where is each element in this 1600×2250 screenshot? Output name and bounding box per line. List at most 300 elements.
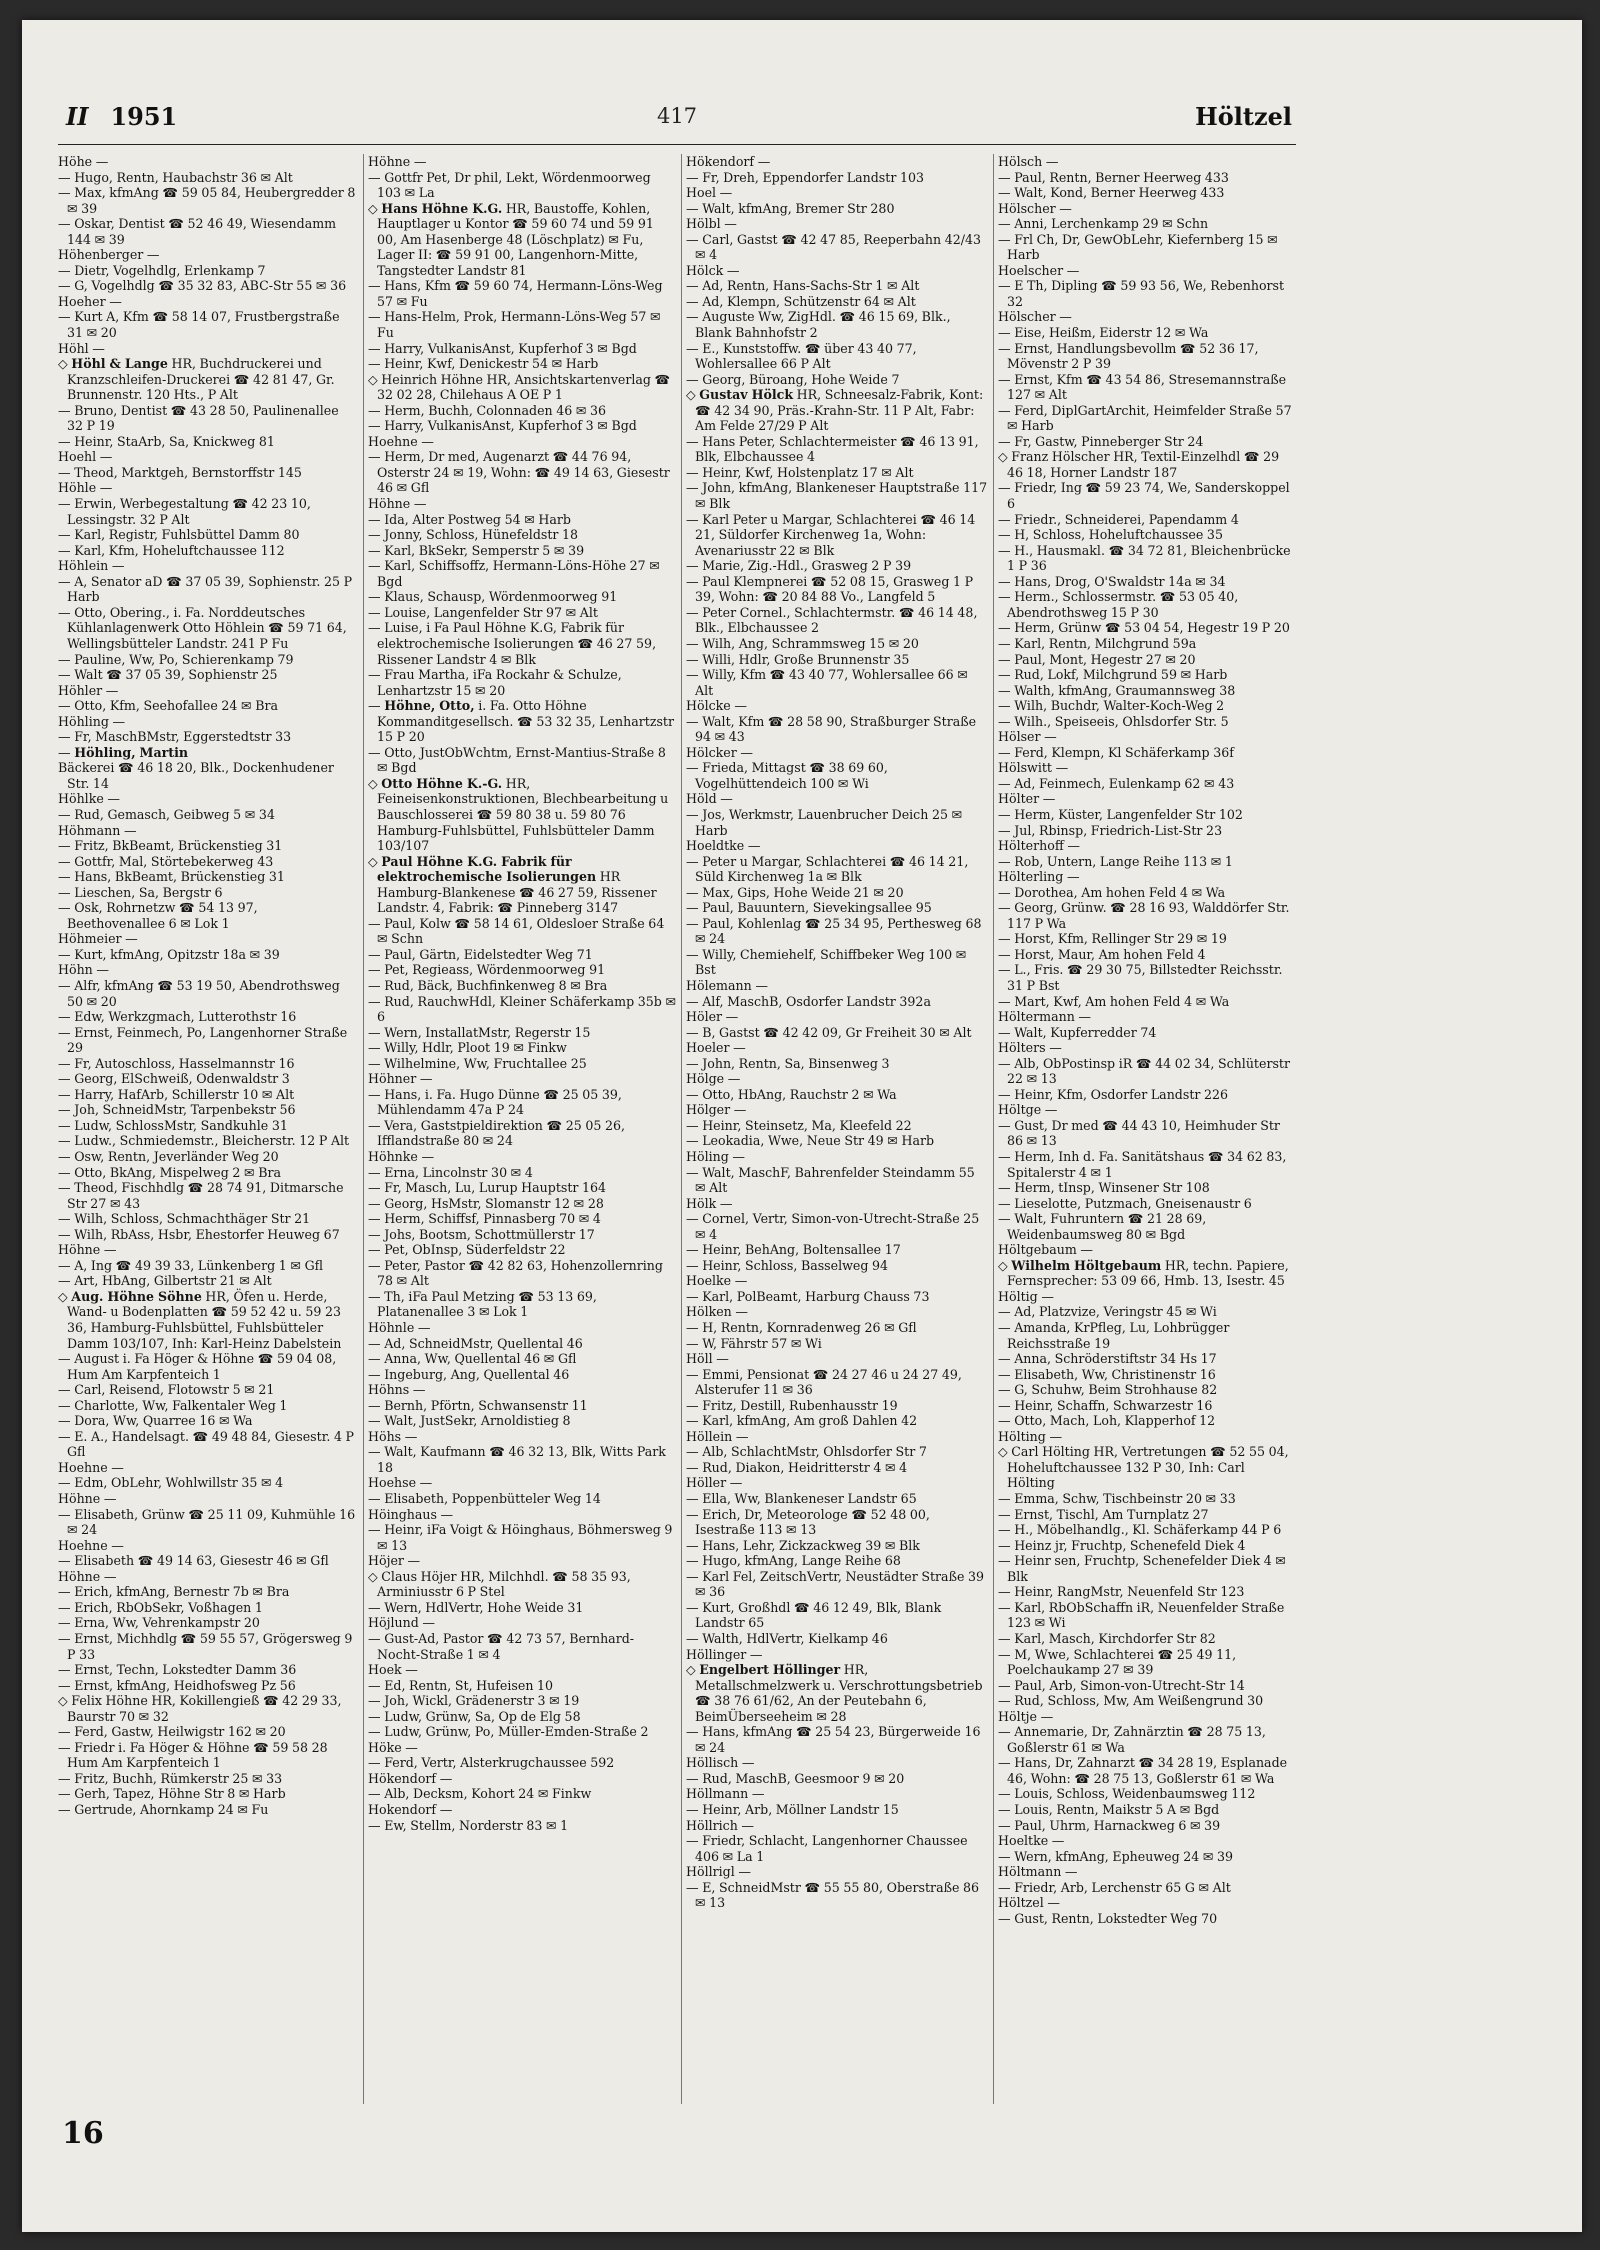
directory-entry: — Rud, RauchwHdl, Kleiner Schäferkamp 35b ✉ 6 <box>368 993 676 1025</box>
directory-entry: — Willy, Hdlr, Ploot 19 ✉ Finkw <box>368 1040 567 1056</box>
directory-entry: — Rud, Schloss, Mw, Am Weißengrund 30 <box>998 1693 1264 1709</box>
directory-entry: — Fr, MaschBMstr, Eggerstedtstr 33 <box>58 729 292 745</box>
directory-entry: — John, Rentn, Sa, Binsenweg 3 <box>686 1055 890 1071</box>
directory-entry: — John, kfmAng, Blankeneser Hauptstraße 117 ✉ Blk <box>686 480 988 512</box>
directory-entry: — Max, Gips, Hohe Weide 21 ✉ 20 <box>686 884 904 900</box>
directory-entry: — Pet, Regieass, Wördenmoorweg 91 <box>368 962 606 978</box>
surname-heading: Höhn — <box>58 962 109 978</box>
directory-column-1 <box>58 154 358 2114</box>
directory-entry: ◇ Otto Höhne K.-G. HR, Feineisenkonstruktionen, Blechbearbeitung u Bauschlosserei ☎ 59 80 38 u. 59 80 76 Hamburg-Fuhlsbüttel, Fuhlsbütteler Damm 103/107 <box>368 775 669 854</box>
directory-entry: Bäckerei ☎ 46 18 20, Blk., Dockenhudener Str. 14 <box>58 760 334 791</box>
column-rule <box>363 154 364 2104</box>
directory-entry: — Elisabeth, Ww, Christinenstr 16 <box>998 1366 1216 1382</box>
directory-entry: — Walt, Kupferredder 74 <box>998 1024 1157 1040</box>
page-keyword: Höltzel <box>1195 102 1292 131</box>
surname-heading: Höhns — <box>368 1382 426 1398</box>
surname-heading: Hölter — <box>998 791 1056 807</box>
surname-heading: Hölsch — <box>998 154 1059 169</box>
directory-entry: — Walt, Fuhruntern ☎ 21 28 69, Weidenbaumsweg 80 ✉ Bgd <box>998 1211 1207 1242</box>
directory-entry: — Friedr., Schneiderei, Papendamm 4 <box>998 511 1239 527</box>
directory-entry: — E Th, Dipling ☎ 59 93 56, We, Rebenhorst 32 <box>998 278 1285 309</box>
directory-entry: — Paul, Kolw ☎ 58 14 61, Oldesloer Straße 64 ✉ Schn <box>368 915 665 947</box>
directory-entry: — H, Schloss, Hoheluftchaussee 35 <box>998 527 1223 543</box>
directory-column-2 <box>368 154 676 2114</box>
surname-heading: Hökendorf — <box>368 1770 453 1786</box>
directory-entry: — Karl, BkSekr, Semperstr 5 ✉ 39 <box>368 542 585 558</box>
surname-heading: Höhne — <box>368 154 427 169</box>
surname-heading: Hoeltke — <box>998 1833 1065 1849</box>
directory-entry: — Lieschen, Sa, Bergstr 6 <box>58 884 223 900</box>
directory-entry: — Klaus, Schausp, Wördenmoorweg 91 <box>368 589 618 605</box>
directory-column-3 <box>686 154 988 2114</box>
directory-entry: — Paul, Arb, Simon-von-Utrecht-Str 14 <box>998 1677 1245 1693</box>
directory-entry: — Wilh, Ang, Schrammsweg 15 ✉ 20 <box>686 635 919 651</box>
directory-entry: — Heinr, StaArb, Sa, Knickweg 81 <box>58 433 275 449</box>
directory-entry: — Louise, Langenfelder Str 97 ✉ Alt <box>368 604 598 620</box>
directory-entry: — Pauline, Ww, Po, Schierenkamp 79 <box>58 651 294 667</box>
directory-entry: — Carl, Gastst ☎ 42 47 85, Reeperbahn 42/43 ✉ 4 <box>686 231 982 263</box>
directory-entry: — Ernst, Handlungsbevollm ☎ 52 36 17, Mövenstr 2 P 39 <box>998 340 1259 372</box>
directory-entry: — Alfr, kfmAng ☎ 53 19 50, Abendrothsweg 50 ✉ 20 <box>58 977 340 1009</box>
surname-heading: Hoeher — <box>58 293 122 309</box>
directory-entry: — Edm, ObLehr, Wohlwillstr 35 ✉ 4 <box>58 1475 284 1491</box>
directory-entry: — Ad, Klempn, Schützenstr 64 ✉ Alt <box>686 293 916 309</box>
directory-entry: — Walt, JustSekr, Arnoldistieg 8 <box>368 1413 571 1429</box>
directory-entry: — Joh, Wickl, Grädenerstr 3 ✉ 19 <box>368 1693 580 1709</box>
directory-entry: — Leokadia, Wwe, Neue Str 49 ✉ Harb <box>686 1133 935 1149</box>
directory-entry: — August i. Fa Höger & Höhne ☎ 59 04 08, Hum Am Karpfenteich 1 <box>58 1351 337 1382</box>
directory-entry: — Paul, Rentn, Berner Heerweg 433 <box>998 169 1229 185</box>
directory-entry: ◇ Heinrich Höhne HR, Ansichtskartenverlag ☎ 32 02 28, Chilehaus A OE P 1 <box>368 371 671 403</box>
directory-entry: — Otto, BkAng, Mispelweg 2 ✉ Bra <box>58 1164 281 1180</box>
directory-entry: — Fr, Dreh, Eppendorfer Landstr 103 <box>686 169 924 185</box>
surname-heading: Höltig — <box>998 1288 1054 1304</box>
directory-entry: — Alf, MaschB, Osdorfer Landstr 392a <box>686 993 931 1009</box>
surname-heading: Höhe — <box>58 154 109 169</box>
directory-entry: — Erna, Ww, Vehrenkampstr 20 <box>58 1615 260 1631</box>
directory-entry: — Hans, kfmAng ☎ 25 54 23, Bürgerweide 16 ✉ 24 <box>686 1724 981 1755</box>
directory-entry: — Ad, SchneidMstr, Quellental 46 <box>368 1335 583 1351</box>
directory-entry: — Charlotte, Ww, Falkentaler Weg 1 <box>58 1397 288 1413</box>
directory-entry: — Vera, Gaststpieldirektion ☎ 25 05 26, Ifflandstraße 80 ✉ 24 <box>368 1117 626 1149</box>
directory-entry: — Heinr, Kwf, Holstenplatz 17 ✉ Alt <box>686 464 914 480</box>
directory-entry: — Karl, Schiffsoffz, Hermann-Löns-Höhe 27 ✉ Bgd <box>368 558 660 589</box>
surname-heading: Höllrich — <box>686 1817 755 1833</box>
directory-entry: — Willi, Hdlr, Große Brunnenstr 35 <box>686 651 910 667</box>
directory-entry: — Carl, Reisend, Flotowstr 5 ✉ 21 <box>58 1382 275 1398</box>
surname-heading: Hökendorf — <box>686 154 771 169</box>
directory-entry: — Herm, Küster, Langenfelder Str 102 <box>998 806 1243 822</box>
surname-heading: Höhle — <box>58 480 113 496</box>
directory-entry: — Gertrude, Ahornkamp 24 ✉ Fu <box>58 1801 269 1817</box>
directory-entry: — Höhne, Otto, i. Fa. Otto Höhne Kommanditgesellsch. ☎ 53 32 35, Lenhartzstr 15 P 20 <box>368 698 675 745</box>
directory-entry: — Karl, RbObSchaffn iR, Neuenfelder Straße 123 ✉ Wi <box>998 1599 1285 1631</box>
directory-entry: — Theod, Fischhdlg ☎ 28 74 91, Ditmarsche Str 27 ✉ 43 <box>58 1180 344 1211</box>
page-header <box>58 82 1296 145</box>
directory-entry: — Kurt A, Kfm ☎ 58 14 07, Frustbergstraße 31 ✉ 20 <box>58 309 340 341</box>
surname-heading: Hölcker — <box>686 744 753 760</box>
surname-heading: Hoeler — <box>686 1040 746 1056</box>
surname-heading: Hölger — <box>686 1102 747 1118</box>
surname-heading: Hölemann — <box>686 977 768 993</box>
directory-entry: — M, Wwe, Schlachterei ☎ 25 49 11, Poelchaukamp 27 ✉ 39 <box>998 1646 1237 1678</box>
surname-heading: Hoelscher — <box>998 262 1080 278</box>
directory-entry: — Ludw, SchlossMstr, Sandkuhle 31 <box>58 1117 288 1133</box>
directory-entry: — Gust-Ad, Pastor ☎ 42 73 57, Bernhard-Nocht-Straße 1 ✉ 4 <box>368 1630 635 1662</box>
directory-entry: — Karl Fel, ZeitschVertr, Neustädter Straße 39 ✉ 36 <box>686 1568 985 1600</box>
directory-entry: ◇ Franz Hölscher HR, Textil-Einzelhdl ☎ 29 46 18, Horner Landstr 187 <box>998 449 1280 480</box>
surname-heading: Höhne — <box>58 1568 117 1584</box>
directory-entry: — Hans-Helm, Prok, Hermann-Löns-Weg 57 ✉ Fu <box>368 309 661 341</box>
surname-heading: Höhnle — <box>368 1320 431 1336</box>
directory-entry: — Ernst, Feinmech, Po, Langenhorner Straße 29 <box>58 1024 348 1056</box>
directory-entry: — Osk, Rohrnetzw ☎ 54 13 97, Beethovenallee 6 ✉ Lok 1 <box>58 900 258 931</box>
directory-entry: — Art, HbAng, Gilbertstr 21 ✉ Alt <box>58 1273 272 1289</box>
directory-entry: — Fritz, Buchh, Rümkerstr 25 ✉ 33 <box>58 1770 283 1786</box>
directory-entry: — Emmi, Pensionat ☎ 24 27 46 u 24 27 49, Alsterufer 11 ✉ 36 <box>686 1366 962 1398</box>
directory-entry: — Heinr, Arb, Möllner Landstr 15 <box>686 1801 899 1817</box>
surname-heading: Höltge — <box>998 1102 1058 1118</box>
surname-heading: Höhner — <box>368 1071 433 1087</box>
surname-heading: Hölk — <box>686 1195 733 1211</box>
surname-heading: Hoek — <box>368 1662 418 1678</box>
directory-entry: — Friedr, Arb, Lerchenstr 65 G ✉ Alt <box>998 1879 1231 1895</box>
directory-entry: — Rob, Untern, Lange Reihe 113 ✉ 1 <box>998 853 1233 869</box>
surname-heading: Höhling — <box>58 713 126 729</box>
directory-entry: — Ludw., Schmiedemstr., Bleicherstr. 12 P Alt <box>58 1133 350 1149</box>
directory-entry: — H., Möbelhandlg., Kl. Schäferkamp 44 P 6 <box>998 1522 1282 1538</box>
surname-heading: Höling — <box>686 1149 745 1164</box>
directory-entry: — Herm., Schlossermstr. ☎ 53 05 40, Abendrothsweg 15 P 30 <box>998 589 1239 620</box>
directory-entry: — Heinr, Schloss, Basselweg 94 <box>686 1257 889 1273</box>
directory-entry: — Walt, MaschF, Bahrenfelder Steindamm 55 ✉ Alt <box>686 1164 975 1196</box>
directory-entry: — Anni, Lerchenkamp 29 ✉ Schn <box>998 216 1209 232</box>
surname-heading: Hölbl — <box>686 216 737 232</box>
directory-entry: — Ad, Feinmech, Eulenkamp 62 ✉ 43 <box>998 775 1235 791</box>
directory-entry: — Ella, Ww, Blankeneser Landstr 65 <box>686 1491 917 1507</box>
surname-heading: Hoehl — <box>58 449 113 465</box>
directory-entry: ◇ Engelbert Höllinger HR, Metallschmelzwerk u. Verschrottungsbetrieb ☎ 38 76 61/62, An der Peutebahn 6, BeimÜberseeheim ✉ 28 <box>686 1662 983 1724</box>
directory-entry: — Gottfr Pet, Dr phil, Lekt, Wördenmoorweg 103 ✉ La <box>368 169 651 201</box>
surname-heading: Höhmann — <box>58 822 137 838</box>
directory-entry: — Herm, Buchh, Colonnaden 46 ✉ 36 <box>368 402 607 418</box>
directory-entry: — Gust, Rentn, Lokstedter Weg 70 <box>998 1910 1218 1926</box>
directory-entry: — Karl, PolBeamt, Harburg Chauss 73 <box>686 1288 930 1304</box>
directory-entry: — Friedr, Schlacht, Langenhorner Chaussee 406 ✉ La 1 <box>686 1833 968 1864</box>
surname-heading: Höhlein — <box>58 558 125 574</box>
surname-heading: Höllein — <box>686 1428 749 1444</box>
directory-entry: — Horst, Kfm, Rellinger Str 29 ✉ 19 <box>998 931 1227 947</box>
directory-entry: — Alb, SchlachtMstr, Ohlsdorfer Str 7 <box>686 1444 927 1460</box>
directory-entry: — Ad, Platzvize, Veringstr 45 ✉ Wi <box>998 1304 1217 1320</box>
directory-entry: — Wilh., Speiseeis, Ohlsdorfer Str. 5 <box>998 713 1229 729</box>
directory-entry: — Höhling, Martin <box>58 744 189 760</box>
directory-entry: — Bruno, Dentist ☎ 43 28 50, Paulinenallee 32 P 19 <box>58 402 339 434</box>
surname-heading: Hoeldtke — <box>686 838 761 854</box>
directory-entry: — Georg, Büroang, Hohe Weide 7 <box>686 371 900 387</box>
directory-entry: — Peter Cornel., Schlachtermstr. ☎ 46 14 48, Blk., Elbchaussee 2 <box>686 604 978 636</box>
directory-entry: — Walth, HdlVertr, Kielkamp 46 <box>686 1630 888 1646</box>
column-rule <box>993 154 994 2104</box>
directory-entry: — Hans, Lehr, Zickzackweg 39 ✉ Blk <box>686 1537 920 1553</box>
directory-entry: — Dorothea, Am hohen Feld 4 ✉ Wa <box>998 884 1226 900</box>
directory-page <box>22 20 1582 2232</box>
surname-heading: Hoehne — <box>58 1537 124 1553</box>
surname-heading: Höler — <box>686 1009 739 1025</box>
directory-entry: — Paul, Kohlenlag ☎ 25 34 95, Perthesweg 68 ✉ 24 <box>686 915 982 947</box>
directory-entry: — Joh, SchneidMstr, Tarpenbekstr 56 <box>58 1102 296 1118</box>
directory-entry: — Heinr, BehAng, Boltensallee 17 <box>686 1242 901 1258</box>
directory-entry: — Otto, Mach, Loh, Klapperhof 12 <box>998 1413 1216 1429</box>
directory-entry: — Horst, Maur, Am hohen Feld 4 <box>998 946 1206 962</box>
surname-heading: Höjlund — <box>368 1615 435 1631</box>
directory-entry: — Jul, Rbinsp, Friedrich-List-Str 23 <box>998 822 1223 838</box>
directory-entry: — Herm, tInsp, Winsener Str 108 <box>998 1180 1210 1196</box>
directory-entry: — Fritz, Destill, Rubenhausstr 19 <box>686 1397 898 1413</box>
surname-heading: Hölser — <box>998 729 1057 745</box>
directory-entry: — Dora, Ww, Quarree 16 ✉ Wa <box>58 1413 253 1429</box>
directory-entry: — Dietr, Vogelhdlg, Erlenkamp 7 <box>58 262 266 278</box>
directory-entry: — Marie, Zig.-Hdl., Grasweg 2 P 39 <box>686 558 912 574</box>
surname-heading: Hölting — <box>998 1428 1063 1444</box>
directory-entry: — Erich, Dr, Meteorologe ☎ 52 48 00, Isestraße 113 ✉ 13 <box>686 1506 930 1538</box>
directory-entry: — Hans Peter, Schlachtermeister ☎ 46 13 91, Blk, Elbchaussee 4 <box>686 433 979 465</box>
surname-heading: Hokendorf — <box>368 1801 453 1817</box>
directory-entry: — Gerh, Tapez, Höhne Str 8 ✉ Harb <box>58 1786 286 1802</box>
directory-entry: — Karl Peter u Margar, Schlachterei ☎ 46 14 21, Süldorfer Kirchenweg 1a, Wohn: Avenariusstr 22 ✉ Blk <box>686 511 976 558</box>
directory-entry: — Gottfr, Mal, Störtebekerweg 43 <box>58 853 274 869</box>
surname-heading: Höhne — <box>368 496 427 512</box>
page-number: 417 <box>656 104 698 128</box>
directory-entry: — Ferd, Gastw, Heilwigstr 162 ✉ 20 <box>58 1724 286 1740</box>
directory-entry: — A, Senator aD ☎ 37 05 39, Sophienstr. 25 P Harb <box>58 573 353 605</box>
directory-entry: — Ludw, Grünw, Sa, Op de Elg 58 <box>368 1708 581 1724</box>
directory-entry: — Ernst, Tischl, Am Turnplatz 27 <box>998 1506 1209 1522</box>
directory-entry: — Herm, Inh d. Fa. Sanitätshaus ☎ 34 62 83, Spitalerstr 4 ✉ 1 <box>998 1149 1287 1180</box>
directory-entry: — Ad, Rentn, Hans-Sachs-Str 1 ✉ Alt <box>686 278 920 294</box>
directory-entry: ◇ Aug. Höhne Söhne HR, Öfen u. Herde, Wand- u Bodenplatten ☎ 59 52 42 u. 59 23 36, Hamburg-Fuhlsbüttel, Fuhlsbütteler Damm 103/107, Inh: Karl-Heinz Dabelstein <box>58 1288 342 1351</box>
directory-entry: — G, Schuhw, Beim Strohhause 82 <box>998 1382 1218 1398</box>
directory-entry: — Georg, Grünw. ☎ 28 16 93, Walddörfer Str. 117 P Wa <box>998 900 1290 931</box>
directory-entry: — Hugo, Rentn, Haubachstr 36 ✉ Alt <box>58 169 293 185</box>
surname-heading: Hölters — <box>998 1040 1062 1056</box>
surname-heading: Höhs — <box>368 1428 418 1444</box>
surname-heading: Hölken — <box>686 1304 748 1320</box>
directory-entry: — Heinr, iFa Voigt & Höinghaus, Böhmersweg 9 ✉ 13 <box>368 1522 673 1553</box>
directory-entry: — Elisabeth, Poppenbütteler Weg 14 <box>368 1491 601 1507</box>
directory-entry: — H., Hausmakl. ☎ 34 72 81, Bleichenbrücke 1 P 36 <box>998 542 1291 574</box>
surname-heading: Hölswitt — <box>998 760 1069 776</box>
directory-entry: — Ew, Stellm, Norderstr 83 ✉ 1 <box>368 1817 569 1833</box>
directory-entry: — Hans, Dr, Zahnarzt ☎ 34 28 19, Esplanade 46, Wohn: ☎ 28 75 13, Goßlerstr 61 ✉ Wa <box>998 1755 1288 1786</box>
year: 1951 <box>110 102 178 131</box>
directory-entry: ◇ Felix Höhne HR, Kokillengieß ☎ 42 29 33, Baurstr 70 ✉ 32 <box>58 1693 342 1724</box>
directory-entry: — W, Fährstr 57 ✉ Wi <box>686 1335 822 1351</box>
directory-entry: — Harry, VulkanisAnst, Kupferhof 3 ✉ Bgd <box>368 340 637 356</box>
directory-entry: — Alb, Decksm, Kohort 24 ✉ Finkw <box>368 1786 592 1802</box>
directory-entry: — Hugo, kfmAng, Lange Reihe 68 <box>686 1553 901 1569</box>
directory-entry: — Wilh, RbAss, Hsbr, Ehestorfer Heuweg 67 <box>58 1226 340 1242</box>
directory-entry: — Paul Klempnerei ☎ 52 08 15, Grasweg 1 P 39, Wohn: ☎ 20 84 88 Vo., Langfeld 5 <box>686 573 974 605</box>
directory-entry: — Wilh, Buchdr, Walter-Koch-Weg 2 <box>998 698 1225 714</box>
surname-heading: Höhlke — <box>58 791 120 807</box>
directory-entry: — Rud, Bäck, Buchfinkenweg 8 ✉ Bra <box>368 977 608 993</box>
directory-entry: — Frau Martha, iFa Rockahr & Schulze, Lenhartzstr 15 ✉ 20 <box>368 667 622 698</box>
directory-entry: — Cornel, Vertr, Simon-von-Utrecht-Straße 25 ✉ 4 <box>686 1211 980 1242</box>
directory-entry: — Georg, ElSchweiß, Odenwaldstr 3 <box>58 1071 290 1087</box>
directory-entry: ◇ Gustav Hölck HR, Schneesalz-Fabrik, Kont: ☎ 42 34 90, Präs.-Krahn-Str. 11 P Alt, Fabr: Am Felde 27/29 P Alt <box>686 387 984 434</box>
directory-entry: — Herm, Grünw ☎ 53 04 54, Hegestr 19 P 20 <box>998 620 1290 636</box>
directory-entry: — Walt, Kfm ☎ 28 58 90, Straßburger Straße 94 ✉ 43 <box>686 713 977 745</box>
directory-entry: — Kurt, Großhdl ☎ 46 12 49, Blk, Blank Landstr 65 <box>686 1599 942 1631</box>
directory-entry: — Hans, BkBeamt, Brückenstieg 31 <box>58 869 285 885</box>
directory-entry: — Herm, Dr med, Augenarzt ☎ 44 76 94, Osterstr 24 ✉ 19, Wohn: ☎ 49 14 63, Giesestr 46 ✉ Gfl <box>368 449 670 496</box>
directory-entry: — Elisabeth ☎ 49 14 63, Giesestr 46 ✉ Gfl <box>58 1553 329 1569</box>
directory-entry: — Herm, Schiffsf, Pinnasberg 70 ✉ 4 <box>368 1211 601 1227</box>
directory-entry: — Otto, Obering., i. Fa. Norddeutsches Kühlanlagenwerk Otto Höhlein ☎ 59 71 64, Wellingsbütteler Landstr. 241 P Fu <box>58 604 347 651</box>
surname-heading: Höllinger — <box>686 1646 763 1662</box>
surname-heading: Höhnke — <box>368 1149 435 1164</box>
surname-heading: Höjer — <box>368 1553 421 1569</box>
directory-entry: — Walt, Kond, Berner Heerweg 433 <box>998 185 1225 201</box>
directory-entry: — Hans, Drog, O'Swaldstr 14a ✉ 34 <box>998 573 1226 589</box>
surname-heading: Hölterling — <box>998 869 1080 885</box>
surname-heading: Höhler — <box>58 682 119 698</box>
directory-entry: — Th, iFa Paul Metzing ☎ 53 13 69, Platanenallee 3 ✉ Lok 1 <box>368 1288 597 1320</box>
surname-heading: Höltmann — <box>998 1864 1078 1880</box>
directory-entry: — Ludw, Grünw, Po, Müller-Emden-Straße 2 <box>368 1724 649 1740</box>
directory-entry: — Pet, ObInsp, Süderfeldstr 22 <box>368 1242 566 1258</box>
directory-entry: — Friedr, Ing ☎ 59 23 74, We, Sanderskoppel 6 <box>998 480 1290 512</box>
directory-entry: — Ingeburg, Ang, Quellental 46 <box>368 1366 570 1382</box>
directory-entry: — E. A., Handelsagt. ☎ 49 48 84, Giesestr. 4 P Gfl <box>58 1428 355 1460</box>
surname-heading: Hoehse — <box>368 1475 433 1491</box>
directory-entry: — Jos, Werkmstr, Lauenbrucher Deich 25 ✉ Harb <box>686 806 963 838</box>
directory-entry: — Gust, Dr med ☎ 44 43 10, Heimhuder Str 86 ✉ 13 <box>998 1117 1280 1149</box>
directory-entry: — Alb, ObPostinsp iR ☎ 44 02 34, Schlüterstr 22 ✉ 13 <box>998 1055 1291 1087</box>
directory-entry: — Hans, Kfm ☎ 59 60 74, Hermann-Löns-Weg 57 ✉ Fu <box>368 278 663 309</box>
directory-entry: — Fr, Autoschloss, Hasselmannstr 16 <box>58 1055 295 1071</box>
directory-entry: — Paul, Gärtn, Eidelstedter Weg 71 <box>368 946 593 962</box>
directory-entry: ◇ Claus Höjer HR, Milchhdl. ☎ 58 35 93, Arminiusstr 6 P Stel <box>368 1568 631 1600</box>
volume-roman: II <box>66 102 89 131</box>
directory-entry: — Fr, Gastw, Pinneberger Str 24 <box>998 433 1204 449</box>
directory-column-4 <box>998 154 1296 2114</box>
directory-entry: — Karl, Masch, Kirchdorfer Str 82 <box>998 1630 1216 1646</box>
surname-heading: Höller — <box>686 1475 743 1491</box>
directory-entry: — Georg, HsMstr, Slomanstr 12 ✉ 28 <box>368 1195 604 1211</box>
surname-heading: Höltgebaum — <box>998 1242 1093 1258</box>
directory-entry: — Louis, Rentn, Maikstr 5 A ✉ Bgd <box>998 1801 1220 1817</box>
surname-heading: Höinghaus — <box>368 1506 454 1522</box>
directory-entry: — Karl, Kfm, Hoheluftchaussee 112 <box>58 542 285 558</box>
directory-entry: — Theod, Marktgeh, Bernstorffstr 145 <box>58 464 302 480</box>
directory-entry: — Karl, Rentn, Milchgrund 59a <box>998 635 1197 651</box>
directory-entry: — Rud, Gemasch, Geibweg 5 ✉ 34 <box>58 806 275 822</box>
directory-entry: — Rud, Diakon, Heidritterstr 4 ✉ 4 <box>686 1459 908 1475</box>
directory-entry: — Otto, JustObWchtm, Ernst-Mantius-Straße 8 ✉ Bgd <box>368 744 666 776</box>
surname-heading: Höltermann — <box>998 1009 1091 1025</box>
directory-entry: — Karl, kfmAng, Am groß Dahlen 42 <box>686 1413 918 1429</box>
directory-entry: — Emma, Schw, Tischbeinstr 20 ✉ 33 <box>998 1491 1236 1507</box>
directory-entry: — L., Fris. ☎ 29 30 75, Billstedter Reichsstr. 31 P Bst <box>998 962 1283 993</box>
directory-entry: — Otto, HbAng, Rauchstr 2 ✉ Wa <box>686 1086 897 1102</box>
directory-entry: — Heinr, Steinsetz, Ma, Kleefeld 22 <box>686 1117 912 1133</box>
surname-heading: Höhmeier — <box>58 931 138 947</box>
surname-heading: Höld — <box>686 791 733 807</box>
surname-heading: Höhl — <box>58 340 105 356</box>
directory-entry: — Peter u Margar, Schlachterei ☎ 46 14 21, Süld Kirchenweg 1a ✉ Blk <box>686 853 969 885</box>
directory-entry: — Ferd, Klempn, Kl Schäferkamp 36f <box>998 744 1234 760</box>
directory-entry: — Heinr, RangMstr, Neuenfeld Str 123 <box>998 1584 1245 1600</box>
directory-entry: — Willy, Kfm ☎ 43 40 77, Wohlersallee 66 ✉ Alt <box>686 667 968 698</box>
directory-entry: — Erwin, Werbegestaltung ☎ 42 23 10, Lessingstr. 32 P Alt <box>58 496 311 527</box>
surname-heading: Höllmann — <box>686 1786 765 1802</box>
column-rule <box>681 154 682 2104</box>
directory-entry: — Ernst, Techn, Lokstedter Damm 36 <box>58 1662 297 1678</box>
directory-entry: — Luise, i Fa Paul Höhne K.G, Fabrik für elektrochemische Isolierungen ☎ 46 27 59, Rissener Landstr 4 ✉ Blk <box>368 620 657 667</box>
surname-heading: Hölge — <box>686 1071 741 1087</box>
directory-entry: — Walt, Kaufmann ☎ 46 32 13, Blk, Witts Park 18 <box>368 1444 666 1475</box>
directory-entry: — Heinr sen, Fruchtp, Schenefelder Diek 4 ✉ Blk <box>998 1553 1286 1584</box>
directory-entry: — Heinz jr, Fruchtp, Schenefeld Diek 4 <box>998 1537 1246 1553</box>
directory-entry: — Louis, Schloss, Weidenbaumsweg 112 <box>998 1786 1256 1802</box>
directory-entry: — Harry, VulkanisAnst, Kupferhof 3 ✉ Bgd <box>368 418 637 434</box>
directory-entry: — Wilhelmine, Ww, Fruchtallee 25 <box>368 1055 587 1071</box>
surname-heading: Hoel — <box>686 185 733 201</box>
directory-entry: — A, Ing ☎ 49 39 33, Lünkenberg 1 ✉ Gfl <box>58 1257 324 1273</box>
surname-heading: Höke — <box>368 1739 418 1755</box>
directory-entry: — Frieda, Mittagst ☎ 38 69 60, Vogelhüttendeich 100 ✉ Wi <box>686 760 888 791</box>
directory-entry: — Paul, Mont, Hegestr 27 ✉ 20 <box>998 651 1196 667</box>
directory-entry: — Karl, Registr, Fuhlsbüttel Damm 80 <box>58 527 300 543</box>
directory-entry: — Bernh, Pförtn, Schwansenstr 11 <box>368 1397 588 1413</box>
directory-entry: — Ed, Rentn, St, Hufeisen 10 <box>368 1677 554 1693</box>
directory-entry: — Paul, Uhrm, Harnackweg 6 ✉ 39 <box>998 1817 1221 1833</box>
directory-entry: — Paul, Bauuntern, Sievekingsallee 95 <box>686 900 932 916</box>
directory-entry: — Max, kfmAng ☎ 59 05 84, Heubergredder 8 ✉ 39 <box>58 185 356 216</box>
directory-entry: — Oskar, Dentist ☎ 52 46 49, Wiesendamm 144 ✉ 39 <box>58 216 337 247</box>
directory-entry: — Annemarie, Dr, Zahnärztin ☎ 28 75 13, Goßlerstr 61 ✉ Wa <box>998 1724 1266 1755</box>
directory-entry: — Otto, Kfm, Seehofallee 24 ✉ Bra <box>58 698 278 714</box>
directory-entry: — Elisabeth, Grünw ☎ 25 11 09, Kuhmühle 16 ✉ 24 <box>58 1506 356 1538</box>
surname-heading: Hölscher — <box>998 309 1072 325</box>
directory-entry: — Harry, HafArb, Schillerstr 10 ✉ Alt <box>58 1086 295 1102</box>
directory-entry: — E, SchneidMstr ☎ 55 55 80, Oberstraße 86 ✉ 13 <box>686 1879 980 1911</box>
surname-heading: Hölscher — <box>998 200 1072 216</box>
directory-entry: — Kurt, kfmAng, Opitzstr 18a ✉ 39 <box>58 946 280 962</box>
directory-entry: — Wern, kfmAng, Epheuweg 24 ✉ 39 <box>998 1848 1234 1864</box>
surname-heading: Höltzel — <box>998 1895 1060 1911</box>
surname-heading: Höhenberger — <box>58 247 160 263</box>
directory-entry: — Amanda, KrPfleg, Lu, Lohbrügger Reichsstraße 19 <box>998 1320 1230 1351</box>
directory-entry: — Ferd, Vertr, Alsterkrugchaussee 592 <box>368 1755 615 1771</box>
directory-entry: ◇ Paul Höhne K.G. Fabrik für elektrochemische Isolierungen HR Hamburg-Blankenese ☎ 46 27 59, Rissener Landstr. 4, Fabrik: ☎ Pinneberg 3147 <box>368 853 657 916</box>
directory-entry: — Walt ☎ 37 05 39, Sophienstr 25 <box>58 667 278 683</box>
directory-entry: — G, Vogelhdlg ☎ 35 32 83, ABC-Str 55 ✉ 36 <box>58 278 347 294</box>
directory-entry: — Eise, Heißm, Eiderstr 12 ✉ Wa <box>998 325 1209 341</box>
directory-entry: — B, Gastst ☎ 42 42 09, Gr Freiheit 30 ✉ Alt <box>686 1024 972 1040</box>
surname-heading: Hölcke — <box>686 698 747 714</box>
directory-entry: — Mart, Kwf, Am hohen Feld 4 ✉ Wa <box>998 993 1230 1009</box>
directory-entry: — Friedr i. Fa Höger & Höhne ☎ 59 58 28 Hum Am Karpfenteich 1 <box>58 1739 328 1771</box>
directory-entry: — Osw, Rentn, Jeverländer Weg 20 <box>58 1149 279 1164</box>
directory-entry: — Rud, Lokf, Milchgrund 59 ✉ Harb <box>998 667 1228 683</box>
directory-entry: — Ida, Alter Postweg 54 ✉ Harb <box>368 511 571 527</box>
directory-entry: — Ernst, kfmAng, Heidhofsweg Pz 56 <box>58 1677 296 1693</box>
directory-entry: — Fritz, BkBeamt, Brückenstieg 31 <box>58 838 283 854</box>
surname-heading: Höhne — <box>58 1491 117 1507</box>
